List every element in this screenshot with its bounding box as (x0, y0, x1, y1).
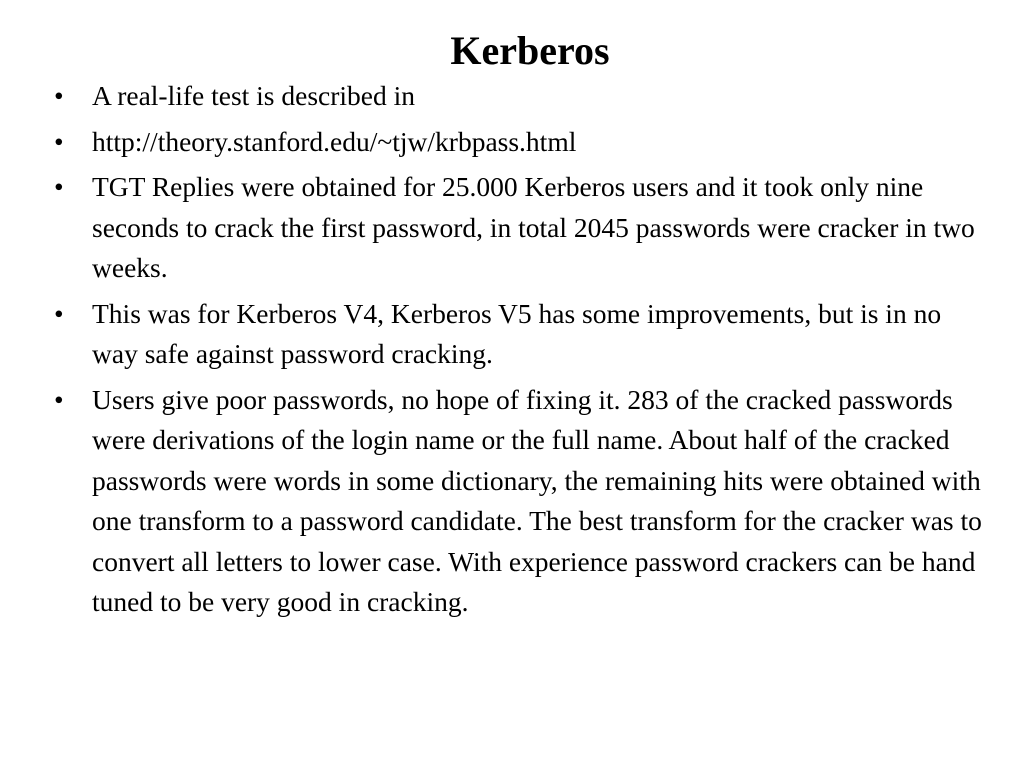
bullet-item (50, 167, 990, 289)
bullet-text: TGT Replies were obtained for 25.000 Kerberos users and it took only nine seconds to crack the first password, in total 2045 passwords were cracker in two weeks. (92, 171, 975, 283)
bullet-marker: • (54, 383, 64, 415)
bullet-item (50, 380, 990, 623)
bullet-item (50, 294, 990, 375)
bullet-text-url: http://theory.stanford.edu/~tjw/krbpass.html (92, 125, 577, 157)
bullet-marker: • (54, 80, 64, 111)
bullet-text: A real-life test is described in (92, 80, 416, 111)
bullet-text: This was for Kerberos V4, Kerberos V5 has some improvements, but is in no way safe against password cracking. (92, 297, 942, 369)
bullet-list (50, 76, 990, 628)
bullet-item (50, 76, 990, 117)
slide-title: Kerberos (450, 28, 610, 73)
bullet-marker: • (54, 125, 64, 157)
bullet-text: Users give poor passwords, no hope of fixing it. 283 of the cracked passwords were derivations of the login name or the full name. About half of the cracked passwords were words in some dictionary, the remaining hits were obtained with one transform to a password candidate. The best transform for the cracker was to convert all letters to lower case. With experience password crackers can be hand tuned to be very good in cracking. (92, 383, 982, 617)
bullet-item (50, 122, 990, 163)
bullet-marker: • (54, 297, 64, 329)
bullet-marker: • (54, 171, 64, 202)
